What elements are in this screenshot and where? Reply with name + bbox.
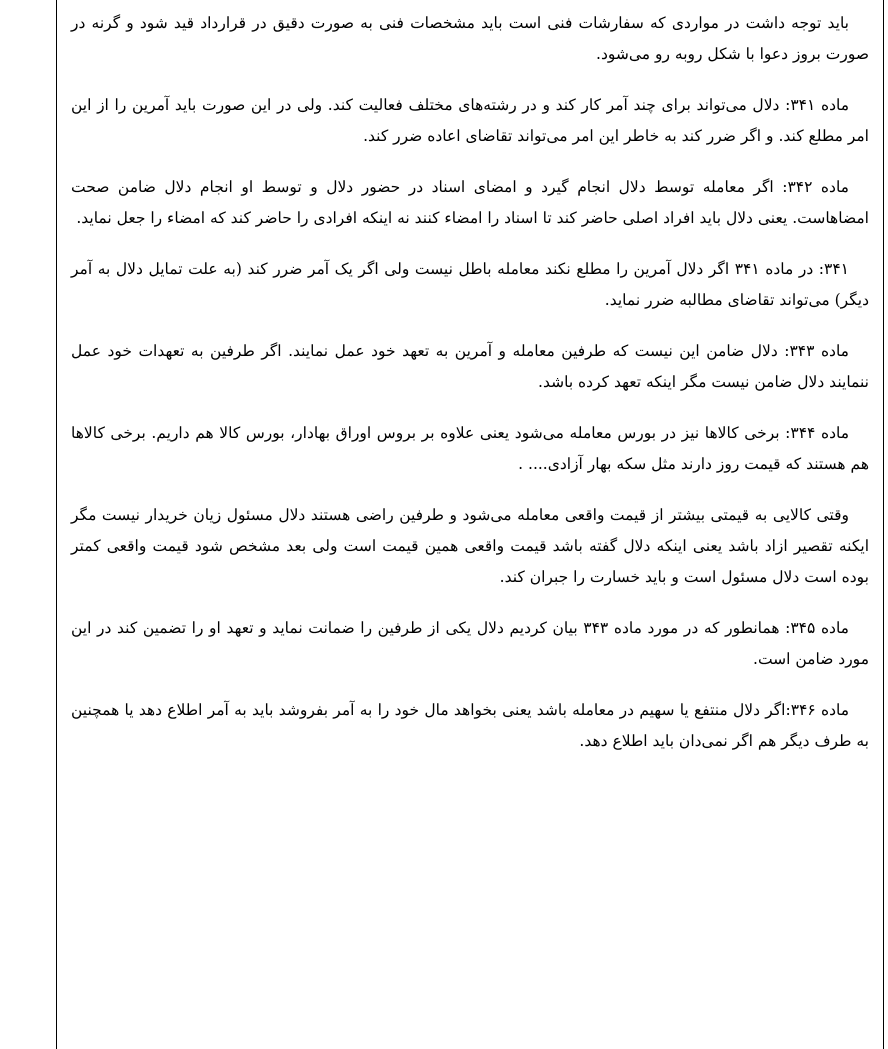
paragraph-price-note: وقتی کالایی به قیمتی بیشتر از قیمت واقعی معامله می‌شود و طرفین راضی هستند دلال مسئول زیان خریدار نیست مگر ایکنه تقصیر ازاد باشد یعنی اینکه دلال گفته باشد قیمت واقعی همین قیمت است ولی بعد مشخص شود قیمت واقعی کمتر بوده است دلال مسئول است و باید خسارت را جبران کند. [71,506,869,586]
paragraph-article-346: ماده ۳۴۶:اگر دلال منتفع یا سهیم در معامله باشد یعنی بخواهد مال خود را به آمر بفروشد باید به آمر اطلاع دهد یا همچنین به طرف دیگر هم اگر نمی‌دان باید اطلاع دهد. [71,701,869,750]
paragraph-article-344: ماده ۳۴۴: برخی کالاها نیز در بورس معامله می‌شود یعنی علاوه بر بروس اوراق بهادار، بورس کالا هم داریم. برخی کالاها هم هستند که قیمت روز دارند مثل سکه بهار آزادی.... . [71,424,869,473]
paragraph-article-342: ماده ۳۴۲: اگر معامله توسط دلال انجام گیرد و امضای اسناد در حضور دلال و توسط او انجام دلال ضامن صحت امضاهاست. یعنی دلال باید افراد اصلی حاضر کند تا اسناد را امضاء کنند نه اینکه افرادی را حاضر کند که امضاء را جعل نماید. [71,178,869,227]
paragraph-intro: باید توجه داشت در مواردی که سفارشات فنی است باید مشخصات فنی به صورت دقیق در قرارداد قید شود و گرنه در صورت بروز دعوا با شکل روبه رو می‌شود. [71,14,869,63]
paragraph-article-345: ماده ۳۴۵: همانطور که در مورد ماده ۳۴۳ بیان کردیم دلال یکی از طرفین را ضمانت نماید و تعهد او را تضمین کند در این مورد ضامن است. [71,619,869,668]
paragraph-note-341: ۳۴۱: در ماده ۳۴۱ اگر دلال آمرین را مطلع نکند معامله باطل نیست ولی اگر یک آمر ضرر کند (به علت تمایل دلال به آمر دیگر) می‌تواند تقاضای مطالبه ضرر نماید. [71,260,869,309]
paragraph-article-343: ماده ۳۴۳: دلال ضامن این نیست که طرفین معامله و آمرین به تعهد خود عمل نمایند. اگر طرفین به تعهدات خود عمل ننمایند دلال ضامن نیست مگر اینکه تعهد کرده باشد. [71,342,869,391]
document-page [56,0,884,1049]
paragraph-article-341: ماده ۳۴۱: دلال می‌تواند برای چند آمر کار کند و در رشته‌های مختلف فعالیت کند. ولی در این صورت باید آمرین را از این امر مطلع کند. و اگر ضرر کند به خاطر این امر می‌تواند تقاضای اعاده ضرر کند. [71,96,869,145]
